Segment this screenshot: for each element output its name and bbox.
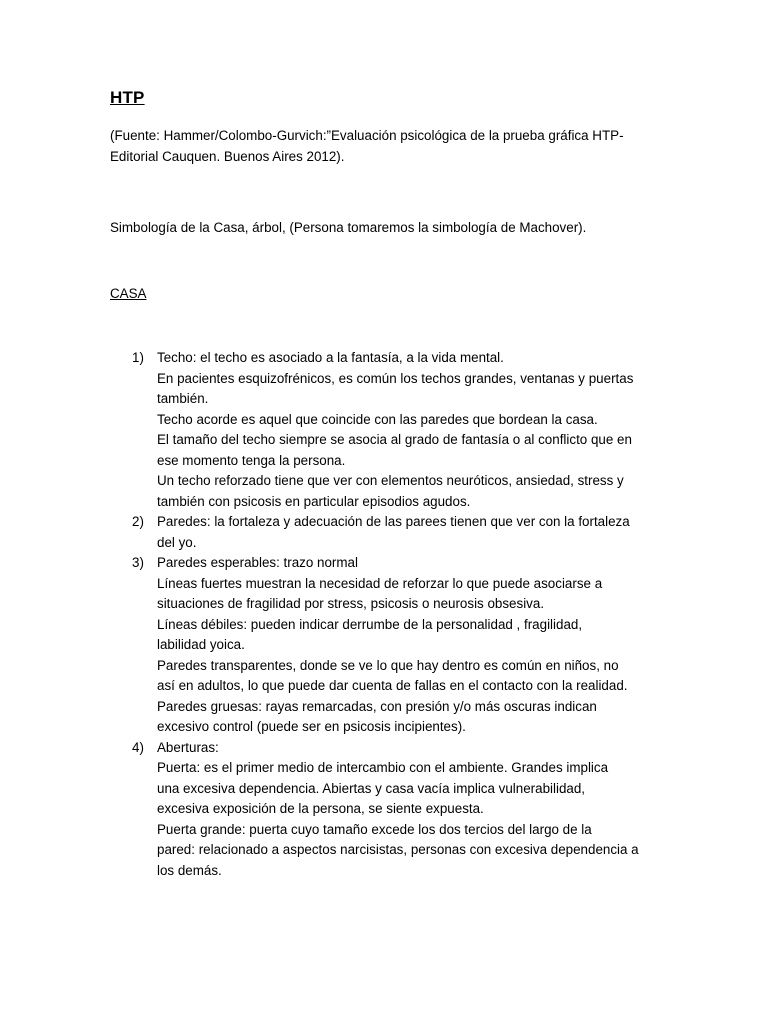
list-item-aberturas — [110, 738, 670, 882]
list-item-line: Líneas fuertes muestran la necesidad de reforzar lo que puede asociarse a — [157, 575, 603, 591]
list-item-line: del yo. — [157, 534, 197, 550]
list-item-paredes — [110, 512, 670, 553]
list-item-line: también con psicosis en particular episodios agudos. — [157, 493, 471, 509]
list-item-line: Paredes esperables: trazo normal — [157, 555, 358, 570]
list-item-line: El tamaño del techo siempre se asocia al grado de fantasía o al conflicto que en — [157, 432, 632, 447]
list-item-techo — [110, 348, 670, 512]
numbered-list — [110, 348, 670, 881]
list-item-line: también. — [157, 391, 209, 406]
list-item-line: Techo: el techo es asociado a la fantasía, a la vida mental. — [157, 350, 504, 365]
list-item-line: Puerta: es el primer medio de intercambio con el ambiente. Grandes implica — [157, 760, 609, 775]
list-item-line: labilidad yoica. — [157, 637, 245, 652]
list-item-line: Líneas débiles: pueden indicar derrumbe de la personalidad , fragilidad, — [157, 616, 583, 632]
list-item-paredes-esperables — [110, 553, 670, 738]
list-item-line: Paredes transparentes, donde se ve lo que hay dentro es común en niños, no — [157, 657, 619, 673]
list-item-number: 4) — [132, 739, 144, 755]
list-item-line: situaciones de fragilidad por stress, psicosis o neurosis obsesiva. — [157, 596, 545, 611]
list-item-line: En pacientes esquizofrénicos, es común los techos grandes, ventanas y puertas — [157, 370, 634, 386]
document-title: HTP — [110, 88, 145, 107]
list-item-line: excesivo control (puede ser en psicosis incipientes). — [157, 719, 466, 734]
list-item-number: 1) — [132, 350, 144, 365]
source-citation — [110, 126, 670, 167]
list-item-line: Un techo reforzado tiene que ver con elementos neuróticos, ansiedad, stress y — [157, 473, 624, 488]
list-item-line: Paredes: la fortaleza y adecuación de las parees tienen que ver con la fortaleza — [157, 514, 630, 529]
list-item-line: Aberturas: — [157, 739, 219, 755]
list-item-line: pared: relacionado a aspectos narcisistas, personas con excesiva dependencia a — [157, 842, 639, 857]
list-item-number: 3) — [132, 555, 144, 570]
list-item-line: excesiva exposición de la persona, se siente expuesta. — [157, 801, 484, 816]
list-item-line: Puerta grande: puerta cuyo tamaño excede los dos tercios del largo de la — [157, 821, 592, 837]
list-item-line: Techo acorde es aquel que coincide con las paredes que bordean la casa. — [157, 411, 598, 427]
list-item-line: los demás. — [157, 862, 222, 878]
source-line: Editorial Cauquen. Buenos Aires 2012). — [110, 148, 345, 164]
section-heading-casa: CASA — [110, 286, 147, 301]
list-item-line: así en adultos, lo que puede dar cuenta de fallas en el contacto con la realidad. — [157, 678, 628, 693]
symbology-paragraph: Simbología de la Casa, árbol, (Persona tomaremos la simbología de Machover). — [110, 220, 587, 235]
source-line: (Fuente: Hammer/Colombo-Gurvich:”Evaluación psicológica de la prueba gráfica HTP- — [110, 128, 624, 143]
list-item-line: ese momento tenga la persona. — [157, 452, 346, 468]
list-item-line: una excesiva dependencia. Abiertas y casa vacía implica vulnerabilidad, — [157, 780, 586, 796]
list-item-number: 2) — [132, 514, 144, 529]
list-item-line: Paredes gruesas: rayas remarcadas, con presión y/o más oscuras indican — [157, 698, 597, 714]
